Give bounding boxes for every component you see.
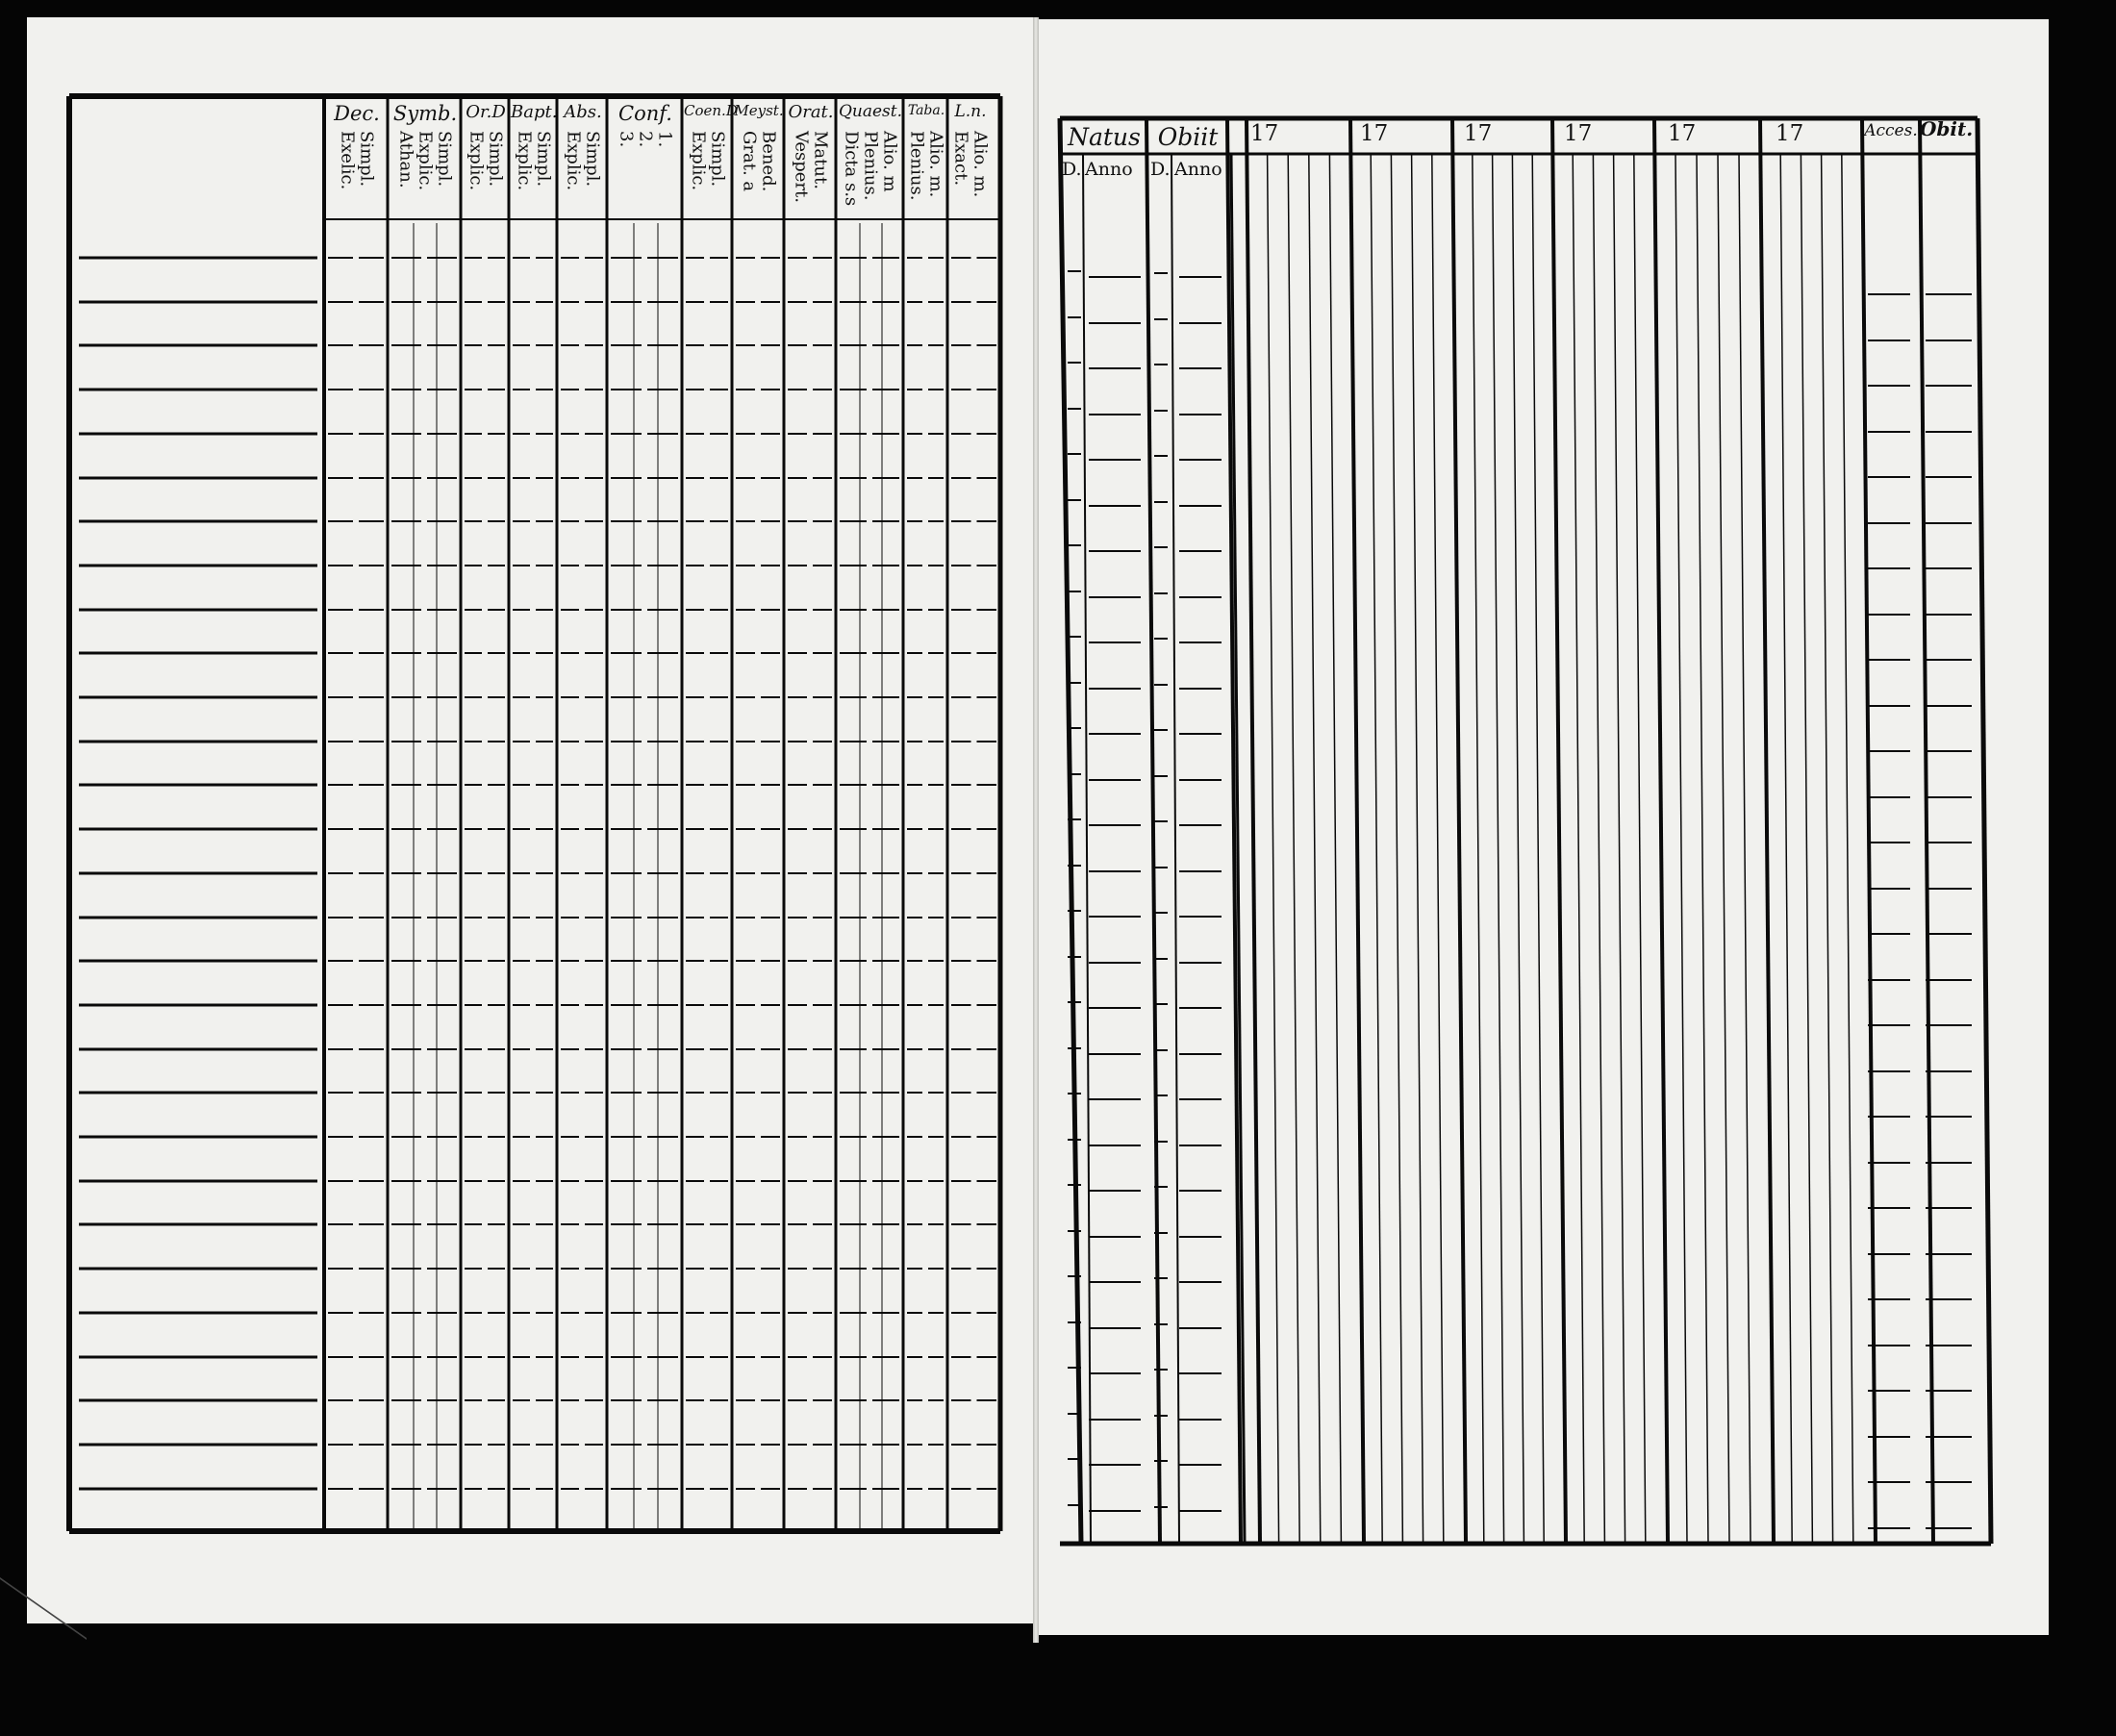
sub-label: Explic. [688,131,709,191]
col-header-conf: Conf. [618,102,672,125]
col-sub-bapt [511,131,557,190]
sub-label: 2. [635,131,656,148]
column-rule [1452,118,1466,1544]
col-header-quaest: Quaest. [838,102,903,121]
day-column-rule [1573,154,1584,1544]
sub-column-rule [1083,154,1091,1544]
col-sub-conf [609,131,682,147]
day-column-rule [1780,154,1792,1544]
col-sub-quaest [838,131,903,206]
sub-label: Exact. [950,131,971,187]
day-column-rule [1391,154,1402,1544]
col-header-year-4: 17 [1564,121,1593,146]
column-rule [1552,118,1566,1544]
sub-label: Alio. m [879,131,900,192]
day-column-rule [1493,154,1504,1544]
column-rule [1920,118,1933,1544]
sub-label: Explic. [563,131,584,191]
col-header-year-2: 17 [1360,121,1389,146]
sub-label: Simpl. [707,131,728,188]
day-column-rule [1822,154,1833,1544]
column-rule [1654,118,1668,1544]
day-column-rule [1512,154,1524,1544]
col-sub-symb [390,131,461,190]
col-header-orat: Orat. [788,102,834,122]
sub-label: Matut. [810,131,831,189]
sub-label: Bened. [758,131,779,192]
table-border-left [1060,118,1081,1544]
column-rule [1862,118,1876,1544]
col-header-obit: Obit. [1920,117,1974,140]
table-border-right [1977,118,1991,1544]
day-column-rule [1718,154,1729,1544]
sub-label: 3. [616,131,637,148]
col-header-ord: Or.D [466,102,506,122]
day-column-rule [1739,154,1751,1544]
col-sub-orat [786,131,836,203]
col-header-year-1: 17 [1250,121,1279,146]
sub-label: Simpl. [533,131,554,188]
sub-label: Plenius. [860,131,881,201]
day-column-rule [1371,154,1382,1544]
obiit-day-label: D. [1150,159,1171,180]
sub-label: Vespert. [791,131,812,203]
col-header-year-5: 17 [1668,121,1697,146]
col-sub-coend [684,131,732,190]
col-sub-abs [559,131,607,190]
natus-year-label: Anno [1085,159,1133,180]
col-header-abs: Abs. [564,102,602,122]
obiit-year-label: Anno [1174,159,1222,180]
sub-label: Exelic. [337,131,358,190]
sub-label: Simpl. [485,131,506,188]
day-column-rule [1432,154,1444,1544]
column-rule [1146,118,1160,1544]
col-header-year-3: 17 [1464,121,1493,146]
sub-label: Simpl. [434,131,455,188]
day-column-rule [1801,154,1812,1544]
col-header-dec: Dec. [334,102,380,125]
sub-label: Alio. m. [925,131,946,198]
col-header-obiit: Obiit [1157,123,1219,151]
column-rule [1350,118,1364,1544]
col-sub-dec [326,131,388,189]
sub-label: Simpl. [582,131,603,188]
day-column-rule [1697,154,1708,1544]
sub-label: Simpl. [356,131,377,188]
col-sub-taba [905,131,947,200]
sub-label: Explic. [514,131,535,191]
day-column-rule [1634,154,1646,1544]
day-column-rule [1614,154,1625,1544]
day-column-rule [1593,154,1604,1544]
sub-column-rule [1171,154,1179,1544]
day-column-rule [1288,154,1299,1544]
col-header-ln: L.n. [954,102,987,121]
column-rule [1760,118,1774,1544]
col-header-taba: Taba. [907,103,945,118]
sub-label: Explic. [466,131,487,191]
sub-label: Plenius. [906,131,927,201]
sub-label: Dicta s.s [841,131,862,207]
day-column-rule [1412,154,1423,1544]
sub-label: Explic. [415,131,436,191]
col-header-natus: Natus [1068,123,1141,151]
col-header-meyst: Meyst. [734,102,784,119]
day-column-rule [1329,154,1341,1544]
col-header-bapt: Bapt. [511,102,558,122]
col-sub-ln [949,131,992,197]
col-header-coend: Coen.D [684,102,738,119]
sub-label: Alio. m. [970,131,991,198]
col-header-symb: Symb. [392,102,458,125]
day-column-rule [1532,154,1544,1544]
col-header-acces: Acces. [1864,121,1918,140]
sub-label: Grat. a [739,131,760,192]
day-column-rule [1675,154,1687,1544]
day-column-rule [1309,154,1321,1544]
day-column-rule [1268,154,1279,1544]
sub-label: Athan. [395,131,416,189]
day-column-rule [1842,154,1853,1544]
day-column-rule [1473,154,1484,1544]
col-sub-ord [463,131,509,190]
sub-label: 1. [654,131,675,148]
column-rule [1247,118,1260,1544]
col-header-year-6: 17 [1776,121,1804,146]
col-sub-meyst [734,131,784,191]
natus-day-label: D. [1062,159,1082,180]
